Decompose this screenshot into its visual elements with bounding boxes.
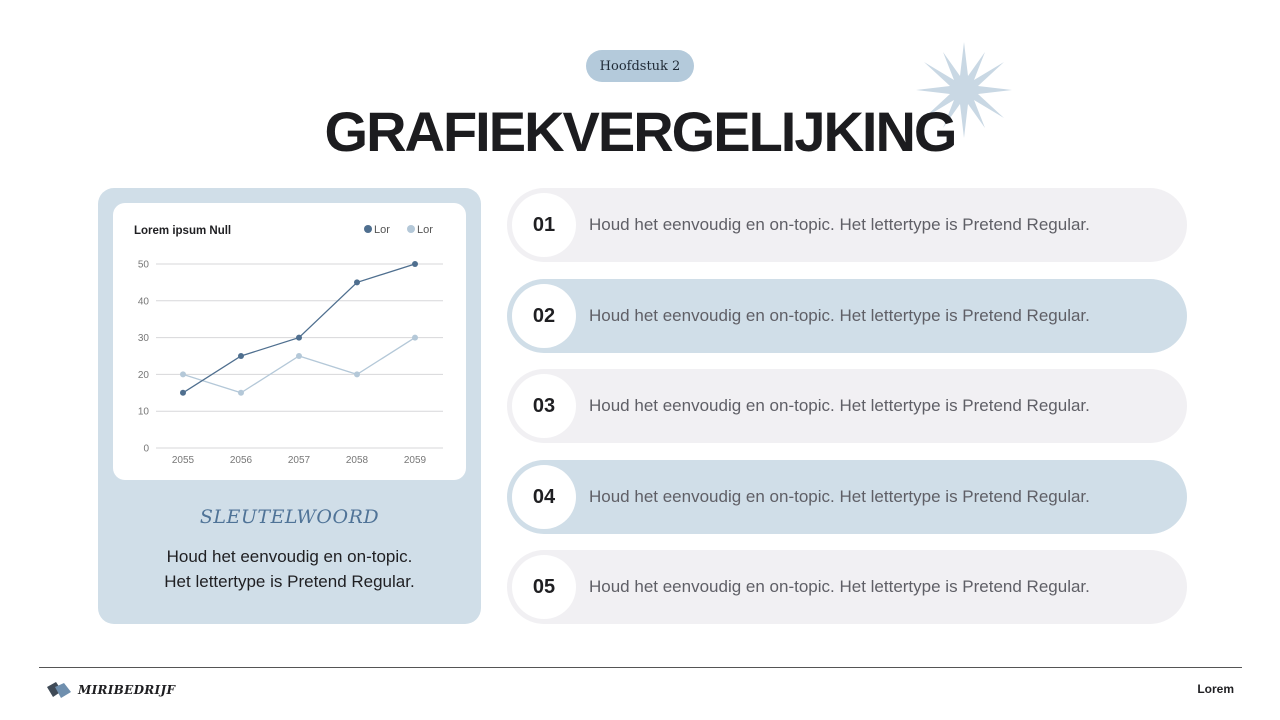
page-title: GRAFIEKVERGELIJKING — [324, 100, 956, 163]
panel-desc-line-1: Houd het eenvoudig en on-topic. — [166, 547, 413, 566]
legend-label: Lor — [417, 224, 433, 236]
data-point — [180, 371, 186, 377]
data-point — [354, 371, 360, 377]
y-tick-label: 50 — [137, 259, 149, 271]
item-text: Houd het eenvoudig en on-topic. Het lettertype is Pretend Regular. — [589, 306, 1090, 325]
chapter-badge: Hoofdstuk 2 — [586, 50, 694, 82]
series-line — [183, 264, 415, 393]
item-text: Houd het eenvoudig en on-topic. Het lettertype is Pretend Regular. — [589, 577, 1090, 596]
item-text: Houd het eenvoudig en on-topic. Het lettertype is Pretend Regular. — [589, 396, 1090, 415]
y-tick-label: 30 — [137, 333, 149, 345]
logo-icon — [46, 681, 72, 699]
legend-label: Lor — [374, 224, 390, 236]
legend-marker — [364, 225, 372, 233]
list-item-02 — [507, 279, 1187, 353]
footer-divider — [39, 667, 1242, 668]
item-number: 01 — [512, 193, 576, 257]
list-item-03 — [507, 369, 1187, 443]
keyword-heading: SLEUTELWOORD — [199, 506, 380, 528]
data-point — [354, 279, 360, 285]
x-tick-label: 2059 — [403, 455, 427, 466]
data-point — [296, 335, 302, 341]
item-number: 05 — [512, 555, 576, 619]
list-item-04 — [507, 460, 1187, 534]
item-number: 02 — [512, 284, 576, 348]
legend-marker — [407, 225, 415, 233]
list-item-05 — [507, 550, 1187, 624]
panel-description — [98, 544, 481, 594]
item-number: 04 — [512, 465, 576, 529]
list-item-01 — [507, 188, 1187, 262]
x-tick-label: 2057 — [287, 455, 311, 466]
chart-card — [113, 203, 466, 480]
data-point — [180, 390, 186, 396]
y-tick-label: 10 — [137, 406, 149, 418]
chart-panel — [98, 188, 481, 624]
data-point — [296, 353, 302, 359]
item-text: Houd het eenvoudig en on-topic. Het lettertype is Pretend Regular. — [589, 215, 1090, 234]
x-tick-label: 2058 — [345, 455, 369, 466]
data-point — [238, 390, 244, 396]
data-point — [238, 353, 244, 359]
data-point — [412, 261, 418, 267]
brand-name: MIRIBEDRIJF — [78, 683, 176, 697]
chart-title: Lorem ipsum Null — [134, 225, 232, 237]
footer-brand — [46, 680, 175, 700]
x-tick-label: 2055 — [171, 455, 195, 466]
x-tick-label: 2056 — [229, 455, 253, 466]
y-tick-label: 40 — [137, 296, 149, 308]
y-tick-label: 20 — [137, 369, 149, 381]
data-point — [412, 335, 418, 341]
footer-label: Lorem — [1197, 682, 1234, 696]
item-text: Houd het eenvoudig en on-topic. Het lettertype is Pretend Regular. — [589, 487, 1090, 506]
panel-desc-line-2: Het lettertype is Pretend Regular. — [164, 572, 415, 591]
item-number: 03 — [512, 374, 576, 438]
series-line — [183, 338, 415, 393]
y-tick-label: 0 — [143, 443, 149, 455]
line-chart — [113, 203, 466, 480]
